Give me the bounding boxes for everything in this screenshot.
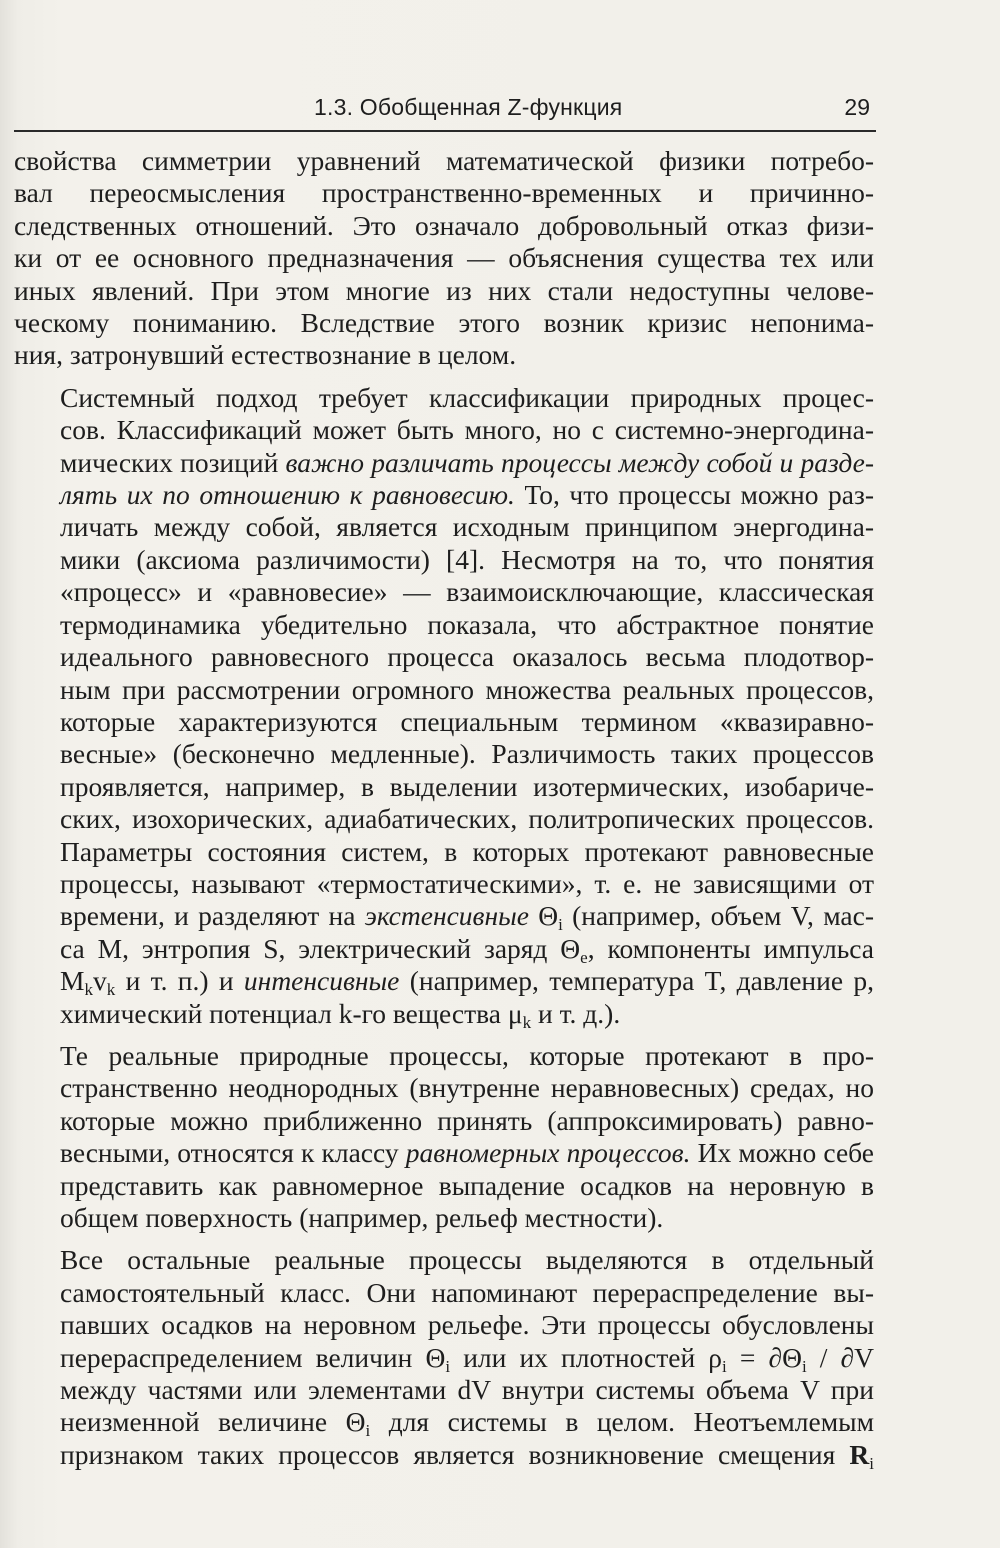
text-line: неизменной величине $\Theta_i$ для системы в целом. Неотъемлемым xyxy=(60,1406,874,1441)
paragraph-4 xyxy=(14,1244,874,1471)
text-line: лять их по отношению к равновесию. То, что процессы можно раз- xyxy=(60,479,874,511)
text-line: иных явлений. При этом многие из них стали недоступны челове- xyxy=(14,274,874,306)
text-line: странственно неоднородных (внутренне неравновесных) средах, но xyxy=(60,1072,874,1104)
text-line: мических позиций важно различать процессы между собой и разде- xyxy=(60,446,875,478)
text-line: Параметры состояния систем, в которых протекают равновесные xyxy=(60,835,874,867)
text-line: весные» (бесконечно медленные). Различимость таких процессов xyxy=(60,738,874,770)
text-line: ских, изохорических, адиабатических, политропических процессов. xyxy=(60,803,874,835)
text-line: вал переосмысления пространственно-временных и причинно- xyxy=(14,177,874,209)
text-line: которые можно приближенно принять (аппроксимировать) равно- xyxy=(60,1104,874,1136)
paragraph-1 xyxy=(14,145,874,372)
text-line: общем поверхность (например, рельеф местности). xyxy=(60,1202,664,1233)
text-line: $M_kv_k$ и т. п.) и интенсивные (например, температура T, давление p, xyxy=(60,965,874,999)
running-title: 1.3. Обобщенная Z-функция xyxy=(314,94,623,120)
page-number: 29 xyxy=(844,94,870,120)
paragraph-3 xyxy=(14,1040,874,1234)
text-line: са M, энтропия S, электрический заряд $\Theta_e$, компоненты импульса xyxy=(60,932,874,967)
text-line: следственных отношений. Это означало добровольный отказ физи- xyxy=(14,209,874,241)
text-line: идеального равновесного процесса оказалось весьма плодотвор- xyxy=(60,641,874,673)
text-line: ния, затронувший естествознание в целом. xyxy=(14,339,517,371)
text-line: термодинамика убедительно показала, что абстрактное понятие xyxy=(60,608,874,640)
text-line: перераспределением величин $\Theta_i$ или их плотностей $\rho_i = \partial\Theta_i / \partial V$ xyxy=(60,1341,874,1376)
body-text xyxy=(14,145,874,1471)
text-line: павших осадков на неровном рельефе. Эти процессы обусловлены xyxy=(60,1309,874,1341)
text-line: ным при рассмотрении огромного множества реальных процессов, xyxy=(60,673,874,705)
text-line: которые характеризуются специальным термином «квазиравно- xyxy=(60,705,874,737)
text-line: весными, относятся к классу равномерных процессов. Их можно себе xyxy=(60,1137,874,1169)
text-line: Те реальные природные процессы, которые протекают в про- xyxy=(60,1039,874,1071)
text-line: между частями или элементами dV внутри системы объема V при xyxy=(60,1374,874,1406)
text-line: времени, и разделяют на экстенсивные $\Theta_i$ (например, объем V, мас- xyxy=(60,900,874,935)
text-line: ки от ее основного предназначения — объяснения существа тех или xyxy=(14,242,874,274)
text-line: ческому пониманию. Вследствие этого возник кризис непонима- xyxy=(14,307,874,339)
text-line: Системный подход требует классификации природных процес- xyxy=(60,381,874,413)
text-line: мики (аксиома различимости) [4]. Несмотря на то, что понятия xyxy=(60,543,874,575)
text-line: проявляется, например, в выделении изотермических, изобариче- xyxy=(60,770,874,802)
text-line: свойства симметрии уравнений математической физики потребо- xyxy=(14,145,874,176)
paragraph-2 xyxy=(14,382,874,1030)
text-line: самостоятельный класс. Они напоминают перераспределение вы- xyxy=(60,1276,874,1308)
page-header xyxy=(14,90,876,132)
text-line: процессы, называют «термостатическими», т. е. не зависящими от xyxy=(60,867,874,899)
text-line: сов. Классификаций может быть много, но с системно-энергодина- xyxy=(60,414,874,446)
text-line: «процесс» и «равновесие» — взаимоисключающие, классическая xyxy=(60,576,874,608)
text-line: химический потенциал k-го вещества $\mu_k$ и т. д.). xyxy=(60,997,621,1032)
text-line: признаком таких процессов является возникновение смещения $R_i$ xyxy=(60,1438,874,1473)
text-line: Все остальные реальные процессы выделяются в отдельный xyxy=(60,1244,874,1276)
text-line: личать между собой, является исходным принципом энергодина- xyxy=(60,511,874,543)
text-line: представить как равномерное выпадение осадков на неровную в xyxy=(60,1169,874,1201)
